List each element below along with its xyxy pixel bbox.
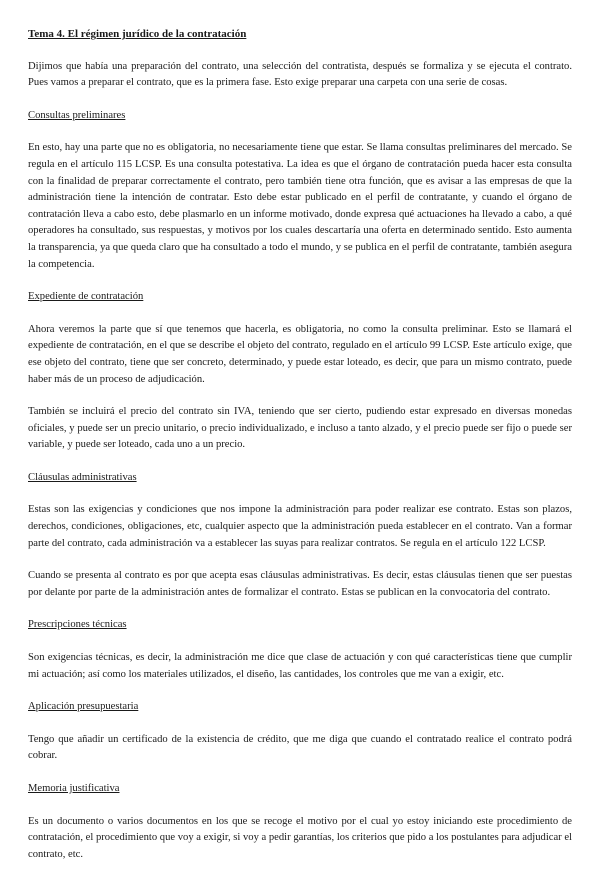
section-consultas xyxy=(28,108,572,273)
section-aplicacion xyxy=(28,699,572,765)
section-paragraph: Ahora veremos la parte que sí que tenemos que hacerla, es obligatoria, no como la consulta preliminar. Esto se llamará el expediente de contratación, en el que se describe el objeto del contrato, regulado en el artículo 99 LCSP. Este artículo exige, que ese objeto del contrato, tiene que ser concreto, determinado, y puede estar loteado, es decir, que para un mismo contrato, puede haber más de un proceso de adjudicación. xyxy=(28,323,572,385)
section-heading: Consultas preliminares xyxy=(28,109,126,121)
intro-paragraph: Dijimos que había una preparación del contrato, una selección del contratista, después se formaliza y se ejecuta el contrato. Pues vamos a preparar el contrato, que es la primera fase. Esto exige preparar una carpeta con una serie de cosas. xyxy=(28,60,572,89)
section-heading: Memoria justificativa xyxy=(28,783,120,794)
section-heading: Cláusulas administrativas xyxy=(28,471,137,483)
section-heading: Prescripciones técnicas xyxy=(28,619,127,631)
section-paragraph: Son exigencias técnicas, es decir, la administración me dice que clase de actuación y con qué características tiene que cumplir mi actuación; así como los materiales utilizados, el diseño, las cantidades, los controles que me van a exigir, etc. xyxy=(28,652,572,680)
section-memoria xyxy=(28,781,572,863)
section-prescripciones xyxy=(28,617,572,683)
section-heading: Aplicación presupuestaria xyxy=(28,701,139,713)
section-paragraph: Cuando se presenta al contrato es por que acepta esas cláusulas administrativas. Es decir, estas cláusulas tienen que ser puestas por delante por parte de la administración antes de formalizar el contrato. Estas se publican en la convocatoria del contrato. xyxy=(28,570,572,598)
section-paragraph: Estas son las exigencias y condiciones que nos impone la administración para poder realizar ese contrato. Estas son plazos, derechos, condiciones, obligaciones, etc, cualquier aspecto que la administración pueda establecer en el contrato. Van a formar parte del contrato, cada administración va a establecer las suyas para realizar contratos. Se regula en el artículo 122 LCSP. xyxy=(28,504,572,549)
section-paragraph: También se incluirá el precio del contrato sin IVA, teniendo que ser cierto, pudiendo estar expresado en diversas monedas oficiales, y puede ser un precio unitario, o precio individualizado, e incluso a tanto alzado, y el precio puede ser fijo o puede ser variable, y puede ser loteado, cada uno a un precio. xyxy=(28,406,572,451)
section-paragraph: Tengo que añadir un certificado de la existencia de crédito, que me diga que cuando el contratado realice el contrato podrá cobrar. xyxy=(28,733,572,762)
section-paragraph: En esto, hay una parte que no es obligatoria, no necesariamente tiene que estar. Se llama consultas preliminares del mercado. Se regula en el artículo 115 LCSP. Es una consulta potestativa. La idea es que el órgano de contratación pueda hacer esta consulta con la finalidad de preparar correctamente el contrato, pero también tiene otra función, que es avisar a las empresas de que la administración tiene la intención de contratar. Esto debe estar publicado en el perfil de contratante, y cuando el órgano de contratación lleva a cabo esto, debe plasmarlo en un informe motivado, donde expresa qué actuaciones ha llevado a cabo, a qué operadores ha consultado, sus respuestas, y motivos por los cuales descartaría una oferta en determinado sentido. Esto aumenta la transparencia, ya que queda claro que ha consultado a todo el mundo, y se publica en el perfil de contratante, también asegura la competencia. xyxy=(28,142,572,270)
section-clausulas xyxy=(28,470,572,602)
section-paragraph: Es un documento o varios documentos en los que se recoge el motivo por el cual yo estoy iniciando este procedimiento de contratación, el procedimiento que voy a exigir, si voy a pedir garantías, los criterios que pido a los postulantes para adjudicar el contrato, etc. xyxy=(28,815,572,860)
section-expediente xyxy=(28,289,572,454)
document-page xyxy=(28,26,572,879)
document-title: Tema 4. El régimen jurídico de la contratación xyxy=(28,28,247,40)
section-heading: Expediente de contratación xyxy=(28,291,144,303)
